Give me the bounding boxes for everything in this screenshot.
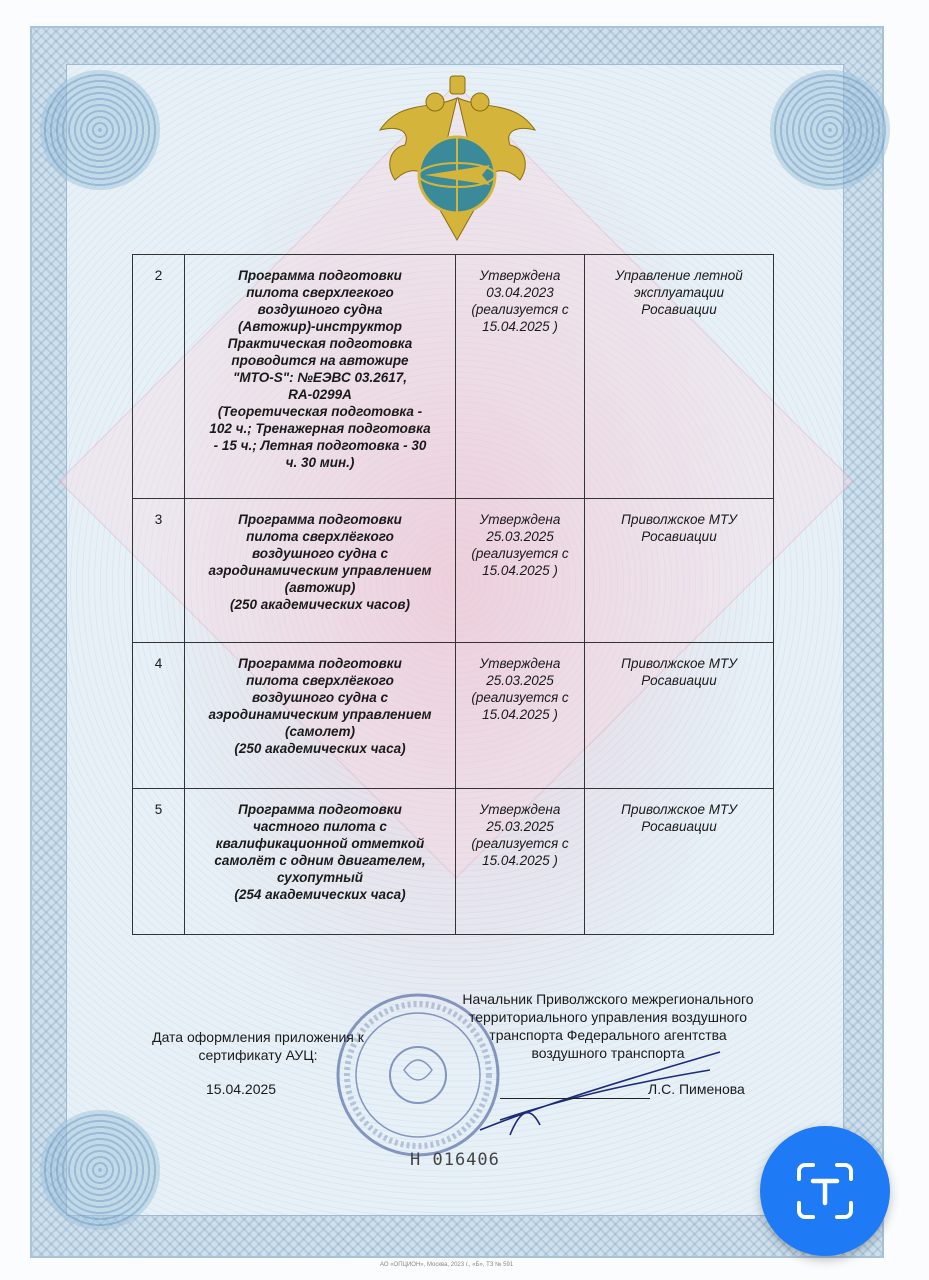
- program-line: воздушного судна: [257, 302, 383, 317]
- approval-line: 25.03.2025: [486, 529, 554, 544]
- table-row: [133, 643, 774, 789]
- program-line: Программа подготовки: [238, 802, 402, 817]
- program-line: "МТО-S": №ЕЭВС 03.2617,: [232, 370, 407, 385]
- signatory-title-line: транспорта Федерального агентства: [489, 1027, 727, 1043]
- program-line: Программа подготовки: [238, 268, 402, 283]
- org-line: Приволжское МТУ: [621, 512, 737, 527]
- approval-status: [456, 255, 585, 499]
- program-line: 102 ч.; Тренажерная подготовка: [209, 421, 431, 436]
- approval-line: 15.04.2025 ): [482, 563, 558, 578]
- signatory-name: Л.С. Пименова: [648, 1081, 745, 1097]
- program-line: - 15 ч.; Летная подготовка - 30: [213, 438, 427, 453]
- org-line: эксплуатации: [633, 285, 725, 300]
- approval-line: (реализуется с: [471, 836, 569, 851]
- serial-number: Н 016406: [410, 1150, 500, 1170]
- program-name: [185, 255, 456, 499]
- table-row: [133, 255, 774, 499]
- program-line: частного пилота с: [253, 819, 387, 834]
- corner-rosette-top-left: [40, 70, 160, 190]
- program-line: проводится на автожире: [231, 353, 409, 368]
- program-line: (254 академических часа): [234, 887, 406, 902]
- program-line: ч. 30 мин.): [285, 455, 355, 470]
- program-name: [185, 499, 456, 643]
- approval-line: (реализуется с: [471, 546, 569, 561]
- issue-date: 15.04.2025: [206, 1081, 277, 1097]
- program-line: (250 академических часа): [234, 741, 406, 756]
- approval-line: 15.04.2025 ): [482, 319, 558, 334]
- signatory-title-line: территориального управления воздушного: [468, 1009, 748, 1025]
- program-line: (Теоретическая подготовка -: [217, 404, 423, 419]
- table-row: [133, 499, 774, 643]
- org-line: Управление летной: [615, 268, 743, 283]
- org-line: Росавиации: [641, 302, 717, 317]
- approving-organization: [585, 499, 774, 643]
- text-scan-button[interactable]: [760, 1126, 890, 1256]
- signatory-title-line: воздушного транспорта: [531, 1045, 685, 1061]
- approval-line: Утверждена: [479, 656, 561, 671]
- program-line: пилота сверхлегкого: [246, 285, 394, 300]
- program-line: Практическая подготовка: [227, 336, 413, 351]
- approval-line: 15.04.2025 ): [482, 853, 558, 868]
- org-line: Росавиации: [641, 819, 717, 834]
- approval-line: 15.04.2025 ): [482, 707, 558, 722]
- approval-line: 03.04.2023: [486, 285, 554, 300]
- program-name: [185, 643, 456, 789]
- program-line: Программа подготовки: [238, 656, 402, 671]
- programs-table: [132, 254, 774, 935]
- approval-line: Утверждена: [479, 802, 561, 817]
- row-number: 4: [133, 643, 185, 789]
- approval-status: [456, 499, 585, 643]
- corner-rosette-top-right: [770, 70, 890, 190]
- org-line: Росавиации: [641, 673, 717, 688]
- approval-line: (реализуется с: [471, 302, 569, 317]
- program-line: самолёт с одним двигателем,: [214, 853, 426, 868]
- signature-line: [500, 1098, 650, 1099]
- approving-organization: [585, 643, 774, 789]
- text-scan-icon: [795, 1161, 855, 1221]
- org-line: Росавиации: [641, 529, 717, 544]
- approval-line: Утверждена: [479, 268, 561, 283]
- row-number: 3: [133, 499, 185, 643]
- approval-line: Утверждена: [479, 512, 561, 527]
- program-line: (250 академических часов): [229, 597, 411, 612]
- org-line: Приволжское МТУ: [621, 656, 737, 671]
- approving-organization: [585, 255, 774, 499]
- approving-organization: [585, 789, 774, 935]
- issue-date-label-line: сертификату АУЦ:: [198, 1047, 318, 1063]
- program-line: (самолет): [285, 724, 355, 739]
- program-line: пилота сверхлёгкого: [246, 529, 394, 544]
- approval-status: [456, 643, 585, 789]
- program-line: (Автожир)-инструктор: [237, 319, 403, 334]
- program-line: сухопутный: [276, 870, 364, 885]
- program-line: (автожир): [284, 580, 356, 595]
- corner-rosette-bottom-left: [40, 1110, 160, 1230]
- program-line: пилота сверхлёгкого: [246, 673, 394, 688]
- approval-status: [456, 789, 585, 935]
- org-line: Приволжское МТУ: [621, 802, 737, 817]
- program-name: [185, 789, 456, 935]
- table-row: [133, 789, 774, 935]
- issue-date-label-line: Дата оформления приложения к: [152, 1029, 364, 1045]
- program-line: Программа подготовки: [238, 512, 402, 527]
- signatory-title-line: Начальник Приволжского межрегионального: [462, 991, 754, 1007]
- program-line: аэродинамическим управлением: [208, 707, 432, 722]
- approval-line: 25.03.2025: [486, 673, 554, 688]
- approval-line: (реализуется с: [471, 690, 569, 705]
- row-number: 2: [133, 255, 185, 499]
- program-line: аэродинамическим управлением: [208, 563, 432, 578]
- program-line: квалификационной отметкой: [215, 836, 425, 851]
- program-line: воздушного судна с: [251, 690, 388, 705]
- issue-date-label: [128, 1028, 388, 1064]
- approval-line: 25.03.2025: [486, 819, 554, 834]
- row-number: 5: [133, 789, 185, 935]
- program-line: RA-0299A: [288, 387, 352, 402]
- emblem-icon: [370, 70, 545, 245]
- printer-imprint: АО «ОПЦИОН», Москва, 2023 г., «Б», ТЗ № 591: [380, 1262, 514, 1268]
- program-line: воздушного судна с: [251, 546, 388, 561]
